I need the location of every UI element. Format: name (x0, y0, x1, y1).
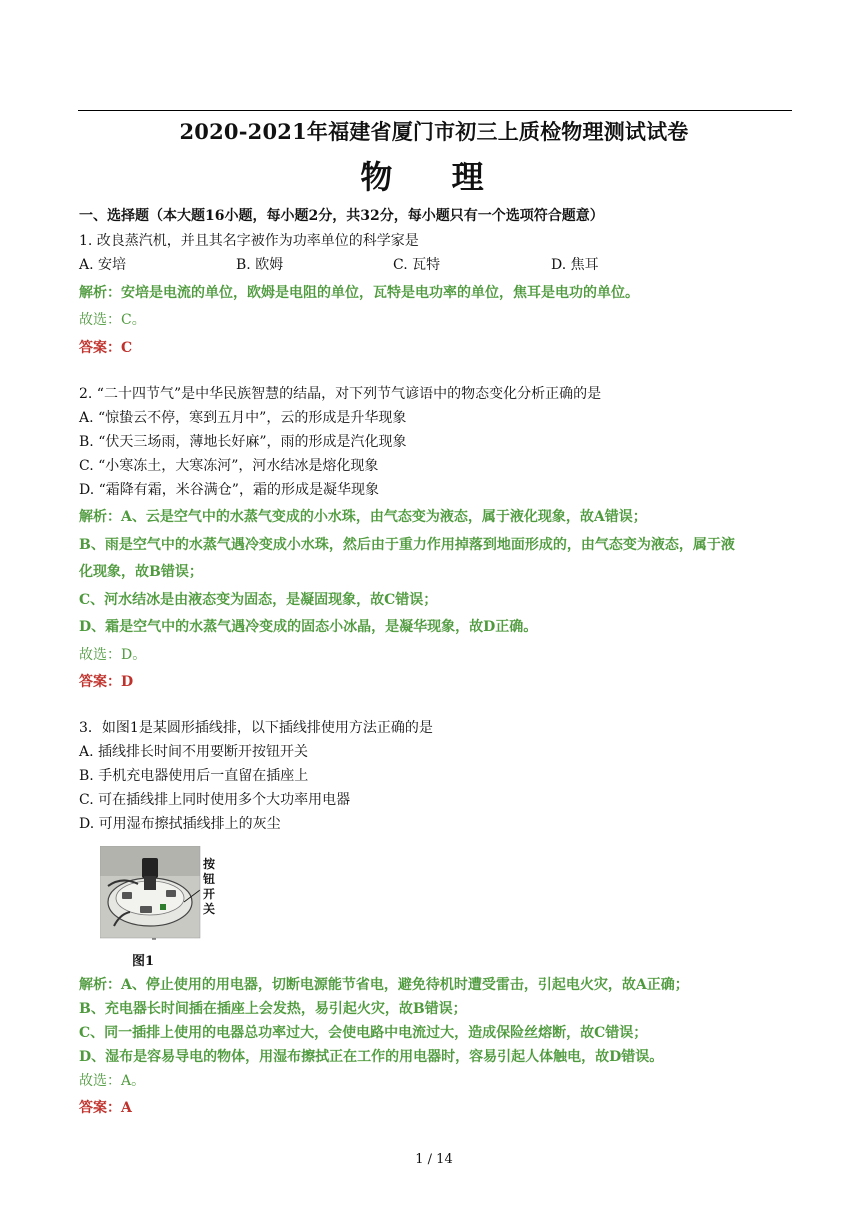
option-b: B. 手机充电器使用后一直留在插座上 (79, 768, 309, 784)
power-strip-illustration (100, 846, 215, 942)
option-c: C. “小寒冻土，大寒冻河”，河水结冰是熔化现象 (79, 458, 379, 474)
answer: 答案：D (79, 674, 134, 690)
conclusion: 故选：A。 (79, 1073, 146, 1089)
option-a: A. “惊蛰云不停，寒到五月中”，云的形成是升华现象 (79, 410, 407, 426)
question-stem: 3．如图1是某圆形插线排，以下插线排使用方法正确的是 (79, 720, 433, 736)
analysis-line: 解析：安培是电流的单位，欧姆是电阻的单位，瓦特是电功率的单位，焦耳是电功的单位。 (79, 285, 639, 301)
analysis-line: 解析：A、停止使用的用电器，切断电源能节省电，避免待机时遭受雷击，引起电火灾，故A正确； (79, 977, 689, 993)
option-c: C. 瓦特 (393, 257, 441, 273)
analysis-line: D、湿布是容易导电的物体，用湿布擦拭正在工作的用电器时，容易引起人体触电，故D错误。 (79, 1049, 664, 1065)
analysis-line: B、雨是空气中的水蒸气遇冷变成小水珠，然后由于重力作用掉落到地面形成的，由气态变为液态，属于液 (79, 537, 735, 553)
option-b: B. 欧姆 (236, 257, 284, 273)
figure-caption: 图1 (132, 954, 155, 969)
conclusion: 故选：C。 (79, 312, 146, 328)
option-d: D. 可用湿布擦拭插线排上的灰尘 (79, 816, 281, 832)
analysis-line: C、同一插排上使用的电器总功率过大，会使电路中电流过大，造成保险丝熔断，故C错误； (79, 1025, 648, 1041)
figure-label: 按钮开关 (203, 857, 216, 916)
answer: 答案：A (79, 1100, 132, 1116)
subject-title: 物 理 (360, 158, 508, 196)
option-d: D. 焦耳 (551, 257, 599, 273)
header-rule (78, 110, 792, 111)
analysis-line: 化现象，故B错误； (79, 564, 203, 580)
power-strip-figure (100, 846, 215, 942)
option-a: A. 插线排长时间不用要断开按钮开关 (79, 744, 309, 760)
conclusion: 故选：D。 (79, 647, 147, 663)
option-d: D. “霜降有霜，米谷满仓”，霜的形成是凝华现象 (79, 482, 379, 498)
option-b: B. “伏天三场雨，薄地长好麻”，雨的形成是汽化现象 (79, 434, 407, 450)
analysis-line: 解析：A、云是空气中的水蒸气变成的小水珠，由气态变为液态，属于液化现象，故A错误； (79, 509, 647, 525)
analysis-line: C、河水结冰是由液态变为固态，是凝固现象，故C错误； (79, 592, 438, 608)
page-number: 1 / 14 (415, 1152, 453, 1167)
page-title: 2020-2021年福建省厦门市初三上质检物理测试试卷 (179, 119, 689, 144)
option-c: C. 可在插线排上同时使用多个大功率用电器 (79, 792, 351, 808)
question-stem: 1. 改良蒸汽机，并且其名字被作为功率单位的科学家是 (79, 233, 419, 249)
analysis-line: B、充电器长时间插在插座上会发热，易引起火灾，故B错误； (79, 1001, 467, 1017)
section-heading: 一、选择题（本大题16小题，每小题2分，共32分，每小题只有一个选项符合题意） (79, 208, 604, 224)
answer: 答案：C (79, 340, 133, 356)
analysis-line: D、霜是空气中的水蒸气遇冷变成的固态小冰晶，是凝华现象，故D正确。 (79, 619, 538, 635)
question-stem: 2. “二十四节气”是中华民族智慧的结晶，对下列节气谚语中的物态变化分析正确的是 (79, 386, 602, 402)
option-a: A. 安培 (79, 257, 127, 273)
